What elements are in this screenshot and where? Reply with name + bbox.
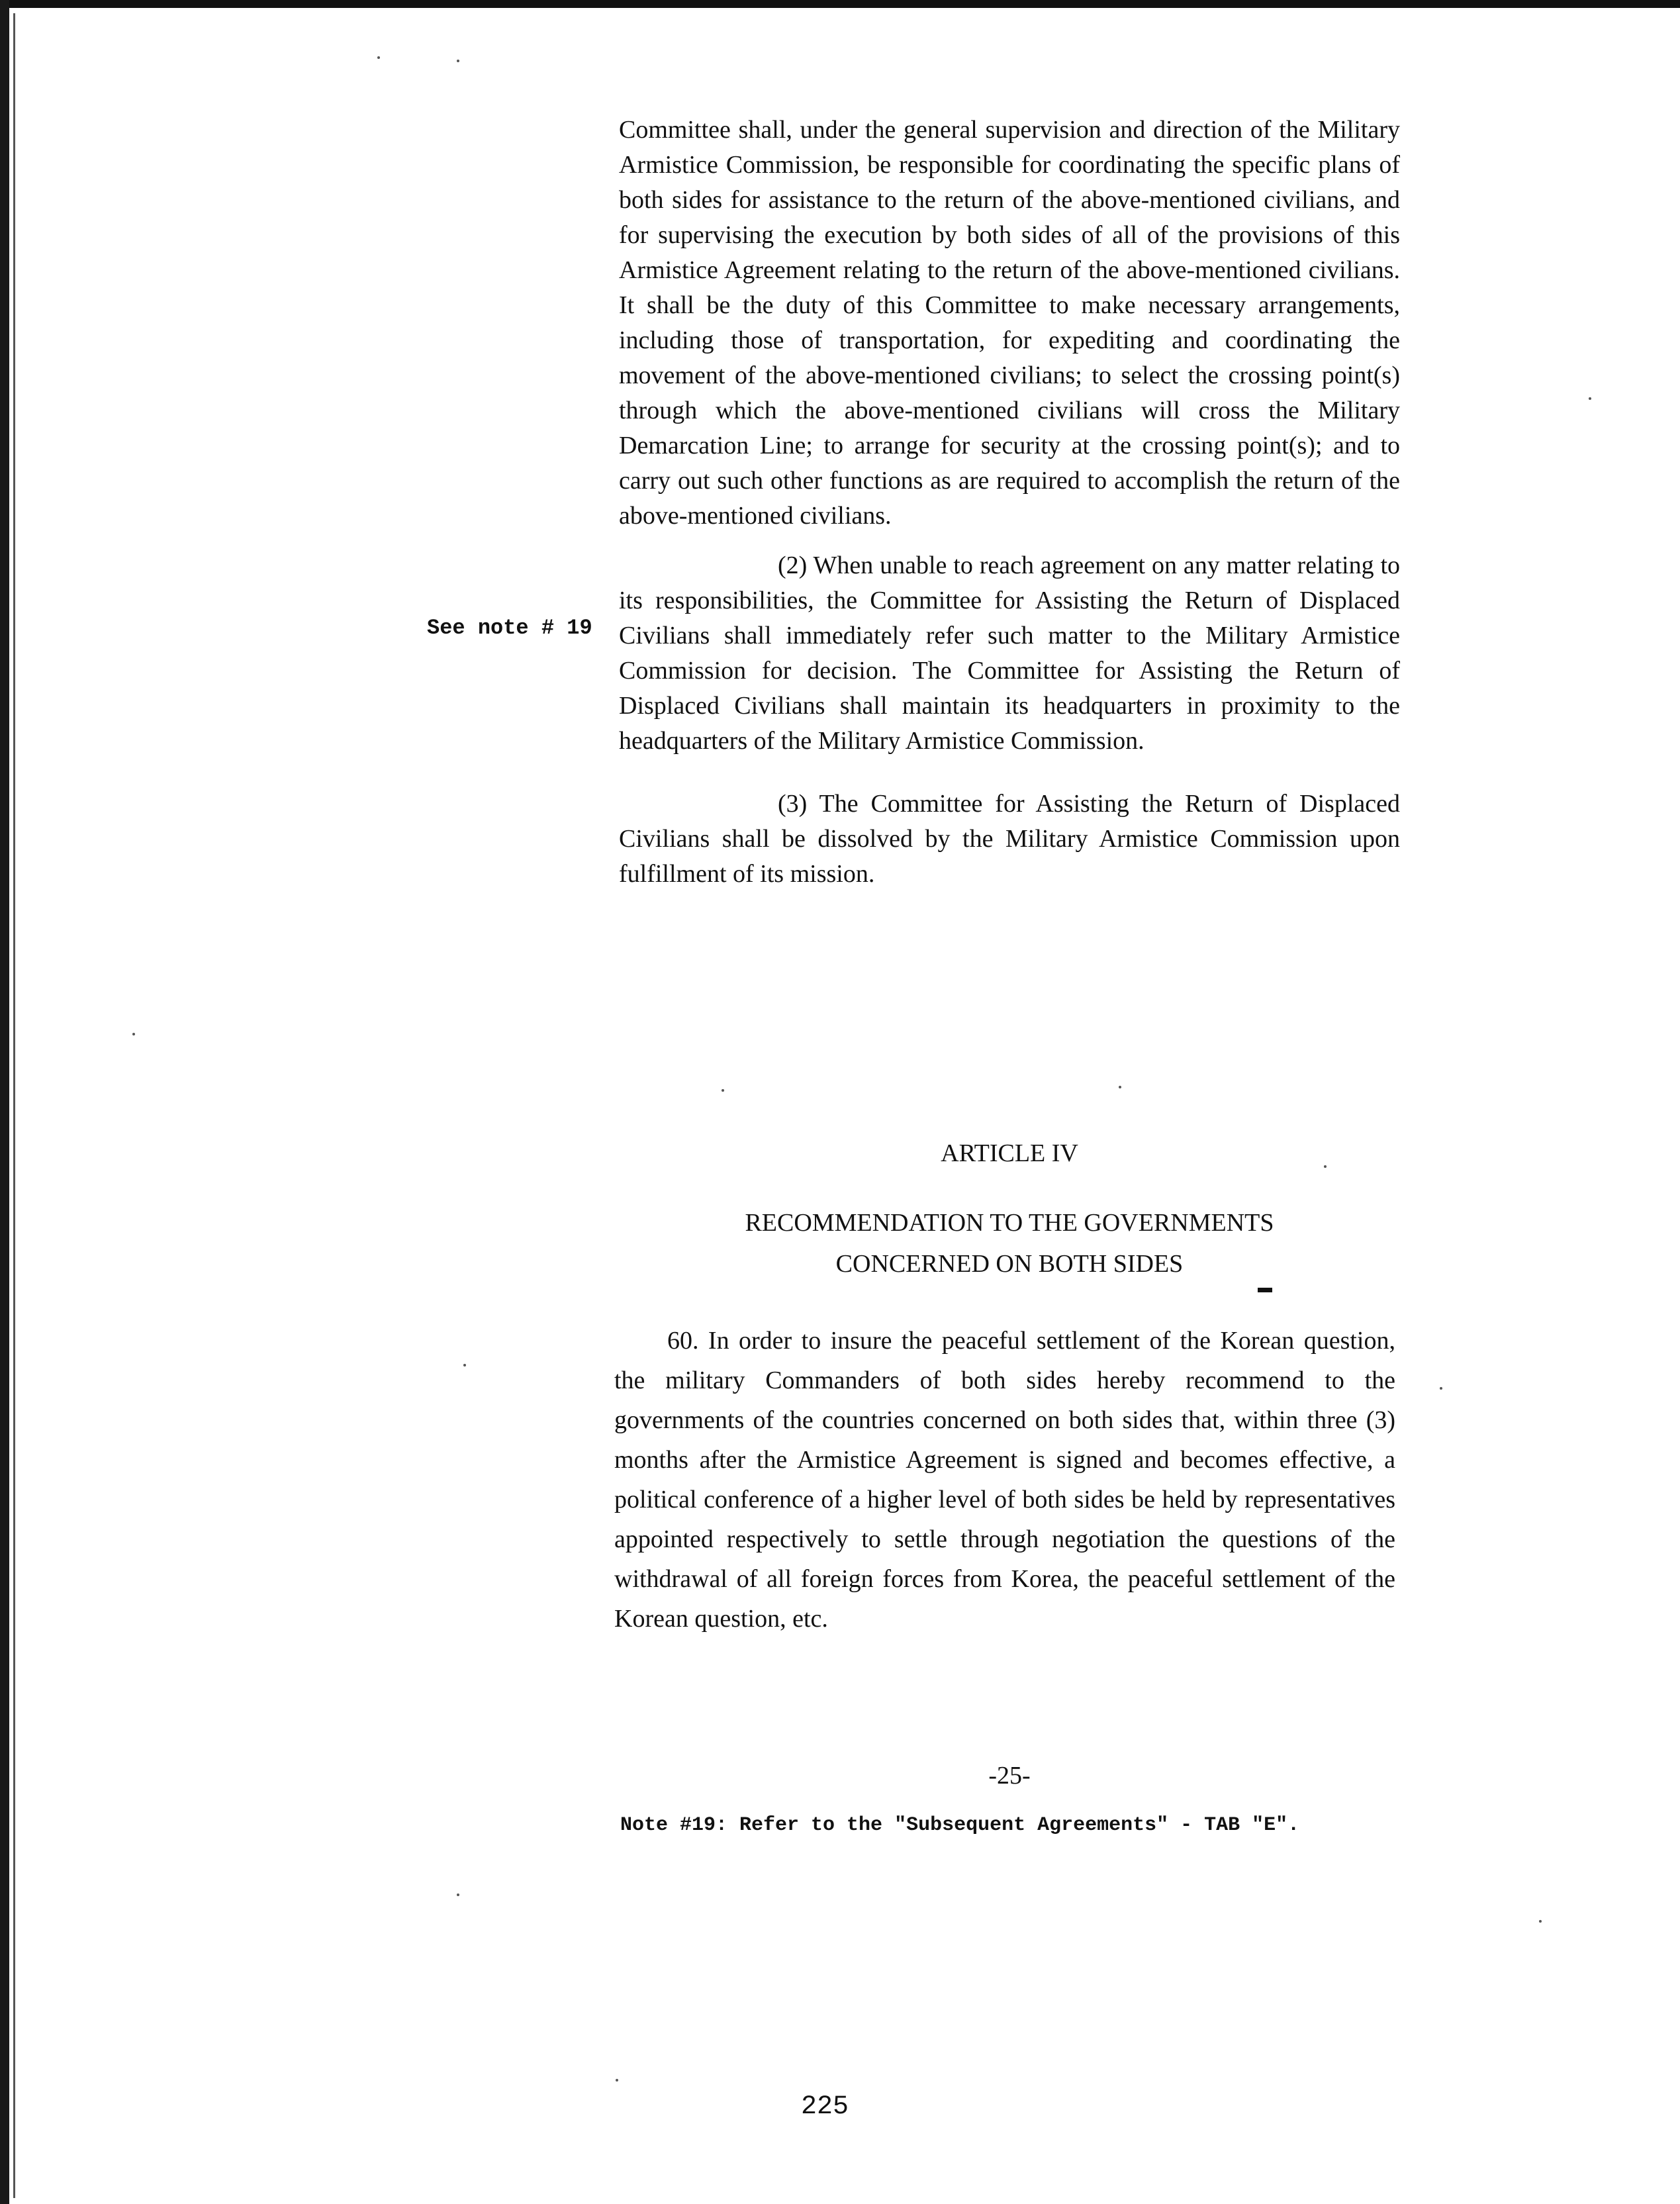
scan-speck	[457, 1893, 459, 1896]
scan-speck	[457, 60, 459, 62]
scan-border-left-line	[13, 13, 15, 2198]
scan-border-top	[0, 0, 1680, 8]
article-heading-line-2: CONCERNED ON BOTH SIDES	[835, 1250, 1184, 1278]
scan-border-left	[0, 0, 9, 2204]
page-folio: -25-	[988, 1762, 1031, 1790]
scan-speck	[1119, 1086, 1121, 1088]
scan-speck	[1589, 397, 1591, 400]
scan-speck	[1440, 1387, 1442, 1390]
scan-speck	[377, 56, 380, 59]
paragraph-committee-duties: Committee shall, under the general supervision and direction of the Military Armistice Commission, be responsible for coordinating the specific plans of both sides for assistance to the return of the above-mentioned civilians, and for supervising the execution by both sides of all of the provisions of this Armistice Agreement relating to the return of the above-mentioned civilians. It shall be the duty of this Committee to make necessary arrangements, including those of transportation, for expediting and coordinating the movement of the above-mentioned civilians; to select the crossing point(s) through which the above-mentioned civilians will cross the Military Demarcation Line; to arrange for security at the crossing point(s); and to carry out such other functions as are required to accomplish the return of the above-mentioned civilians.	[619, 116, 1400, 530]
paragraph-60: 60. In order to insure the peaceful settlement of the Korean question, the military Commanders of both sides hereby recommend to the governments of the countries concerned on both sides that, within three (3) months after the Armistice Agreement is signed and becomes effective, a political conference of a higher level of both sides be held by representatives appointed respectively to settle through negotiation the questions of the withdrawal of all foreign forces from Korea, the peaceful settlement of the Korean question, etc.	[614, 1327, 1395, 1633]
scan-speck	[1539, 1920, 1542, 1923]
scan-dash-mark	[1258, 1288, 1272, 1292]
article-heading-line-1: RECOMMENDATION TO THE GOVERNMENTS	[745, 1209, 1274, 1237]
article-title: ARTICLE IV	[941, 1139, 1078, 1167]
margin-note: See note # 19	[427, 616, 592, 640]
scan-speck	[616, 2079, 618, 2082]
paragraph-2: (2) When unable to reach agreement on any matter relating to its responsibilities, the Committee for Assisting the Return of Displaced Civilians shall immediately refer such matter to the Military Armistice Commission for decision. The Committee for Assisting the Return of Displaced Civilians shall maintain its headquarters in proximity to the headquarters of the Military Armistice Commission.	[619, 551, 1400, 755]
footnote: Note #19: Refer to the "Subsequent Agreements" - TAB "E".	[620, 1814, 1300, 1837]
scan-speck	[132, 1033, 135, 1035]
page-number: 225	[801, 2092, 849, 2122]
paragraph-3: (3) The Committee for Assisting the Return of Displaced Civilians shall be dissolved by the Military Armistice Commission upon fulfillment of its mission.	[619, 790, 1400, 888]
scan-speck	[722, 1089, 724, 1092]
article-iii-text	[619, 113, 1400, 892]
scan-speck	[463, 1364, 466, 1366]
